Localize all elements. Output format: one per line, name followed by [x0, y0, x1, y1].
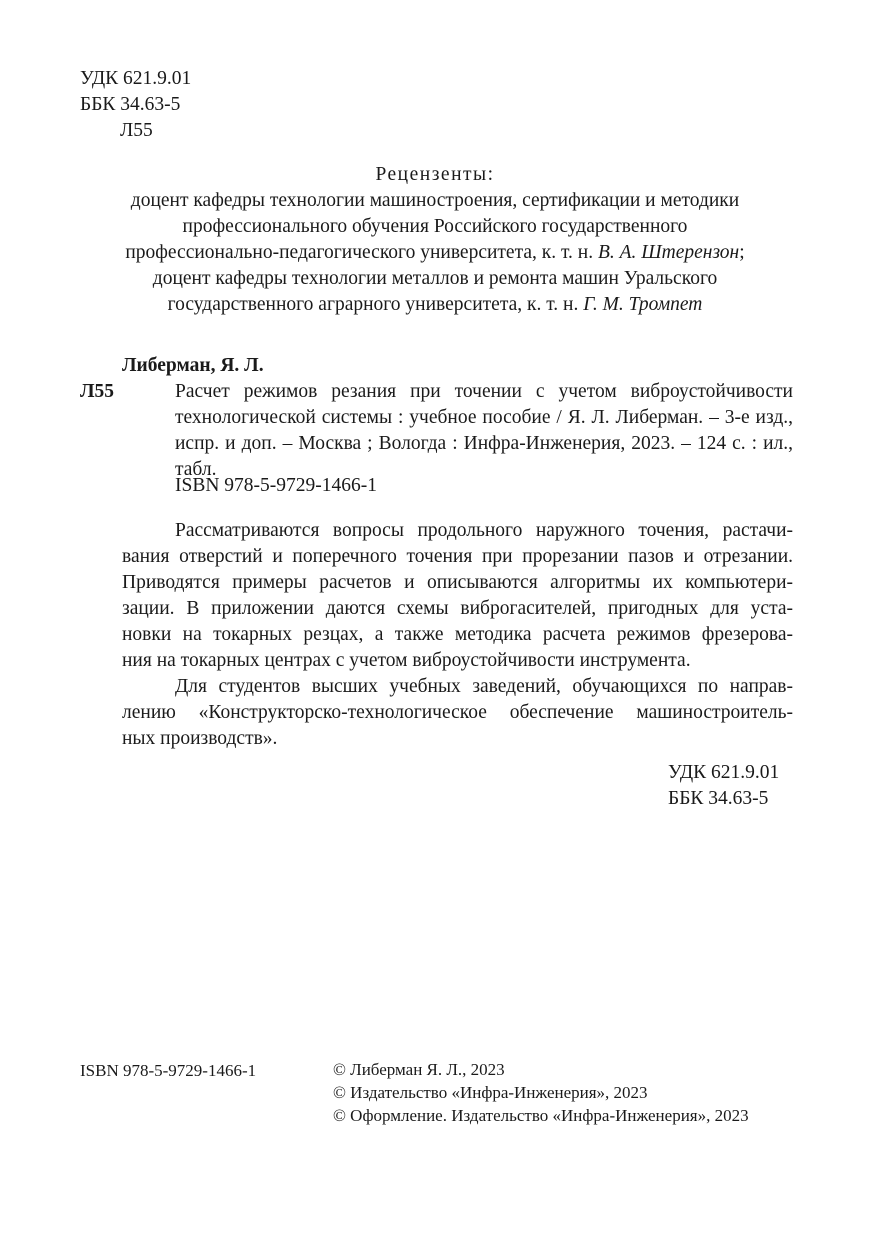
udk-code: УДК 621.9.01: [668, 762, 780, 783]
copyright-line: © Оформление. Издательство «Инфра-Инженерия», 2023: [333, 1106, 749, 1125]
annotation-line: Рассматриваются вопросы продольного наружного точения, растачи-: [175, 520, 793, 541]
reviewers-line: [80, 240, 790, 266]
reviewers-heading: Рецензенты:: [375, 164, 495, 185]
reviewers-line-punct: ;: [739, 242, 745, 263]
annotation: [122, 518, 793, 752]
biblio-line: Расчет режимов резания при точении с учетом виброустойчивости: [175, 381, 793, 402]
annotation-line: лению «Конструкторско-технологическое обеспечение машиностроитель-: [122, 702, 793, 723]
reviewers-line: доцент кафедры технологии машиностроения, сертификации и методики: [130, 190, 740, 211]
reviewers-line: доцент кафедры технологии металлов и ремонта машин Уральского: [152, 268, 718, 289]
author-heading: Либерман, Я. Л.: [122, 355, 264, 376]
copyright-line: © Либерман Я. Л., 2023: [333, 1060, 505, 1079]
reviewers-block: [80, 162, 790, 318]
author-sign: Л55: [120, 120, 153, 141]
annotation-line: вания отверстий и поперечного точения при прорезании пазов и отрезании.: [122, 546, 793, 567]
biblio-line: табл.: [175, 459, 217, 480]
footer-isbn: ISBN 978-5-9729-1466-1: [80, 1061, 257, 1080]
reviewer-name: В. А. Штерензон: [597, 242, 740, 263]
copyright-block: [333, 1058, 749, 1127]
biblio-line: технологической системы : учебное пособие / Я. Л. Либерман. – 3-е изд.,: [175, 407, 793, 428]
annotation-line: ния на токарных центрах с учетом виброустойчивости инструмента.: [122, 650, 691, 671]
annotation-line: ных производств».: [122, 728, 278, 749]
udk-code: УДК 621.9.01: [80, 68, 192, 89]
copyright-line: © Издательство «Инфра-Инженерия», 2023: [333, 1083, 648, 1102]
bibliographic-description: [175, 379, 793, 483]
annotation-line: Приводятся примеры расчетов и описываются алгоритмы их компьютери-: [122, 572, 793, 593]
annotation-line: новки на токарных резцах, а также методика расчета режимов фрезерова-: [122, 624, 793, 645]
reviewers-line-text: профессионально-педагогического университета, к. т. н.: [125, 242, 598, 263]
classification-codes: [80, 66, 191, 144]
reviewer-name: Г. М. Тромпет: [583, 294, 703, 315]
annotation-line: зации. В приложении даются схемы виброгасителей, пригодных для уста-: [122, 598, 793, 619]
biblio-line: испр. и доп. – Москва ; Вологда : Инфра-Инженерия, 2023. – 124 с. : ил.,: [175, 433, 793, 454]
reviewers-line-text: государственного аграрного университета, к. т. н.: [167, 294, 584, 315]
reviewers-line: профессионального обучения Российского государственного: [182, 216, 688, 237]
classification-codes-bottom: [668, 760, 779, 812]
reviewers-line: [80, 292, 790, 318]
isbn: ISBN 978-5-9729-1466-1: [175, 475, 378, 496]
cutter-code: Л55: [80, 381, 115, 402]
bbk-code: ББК 34.63-5: [668, 788, 769, 809]
bbk-code: ББК 34.63-5: [80, 94, 181, 115]
annotation-line: Для студентов высших учебных заведений, обучающихся по направ-: [175, 676, 793, 697]
